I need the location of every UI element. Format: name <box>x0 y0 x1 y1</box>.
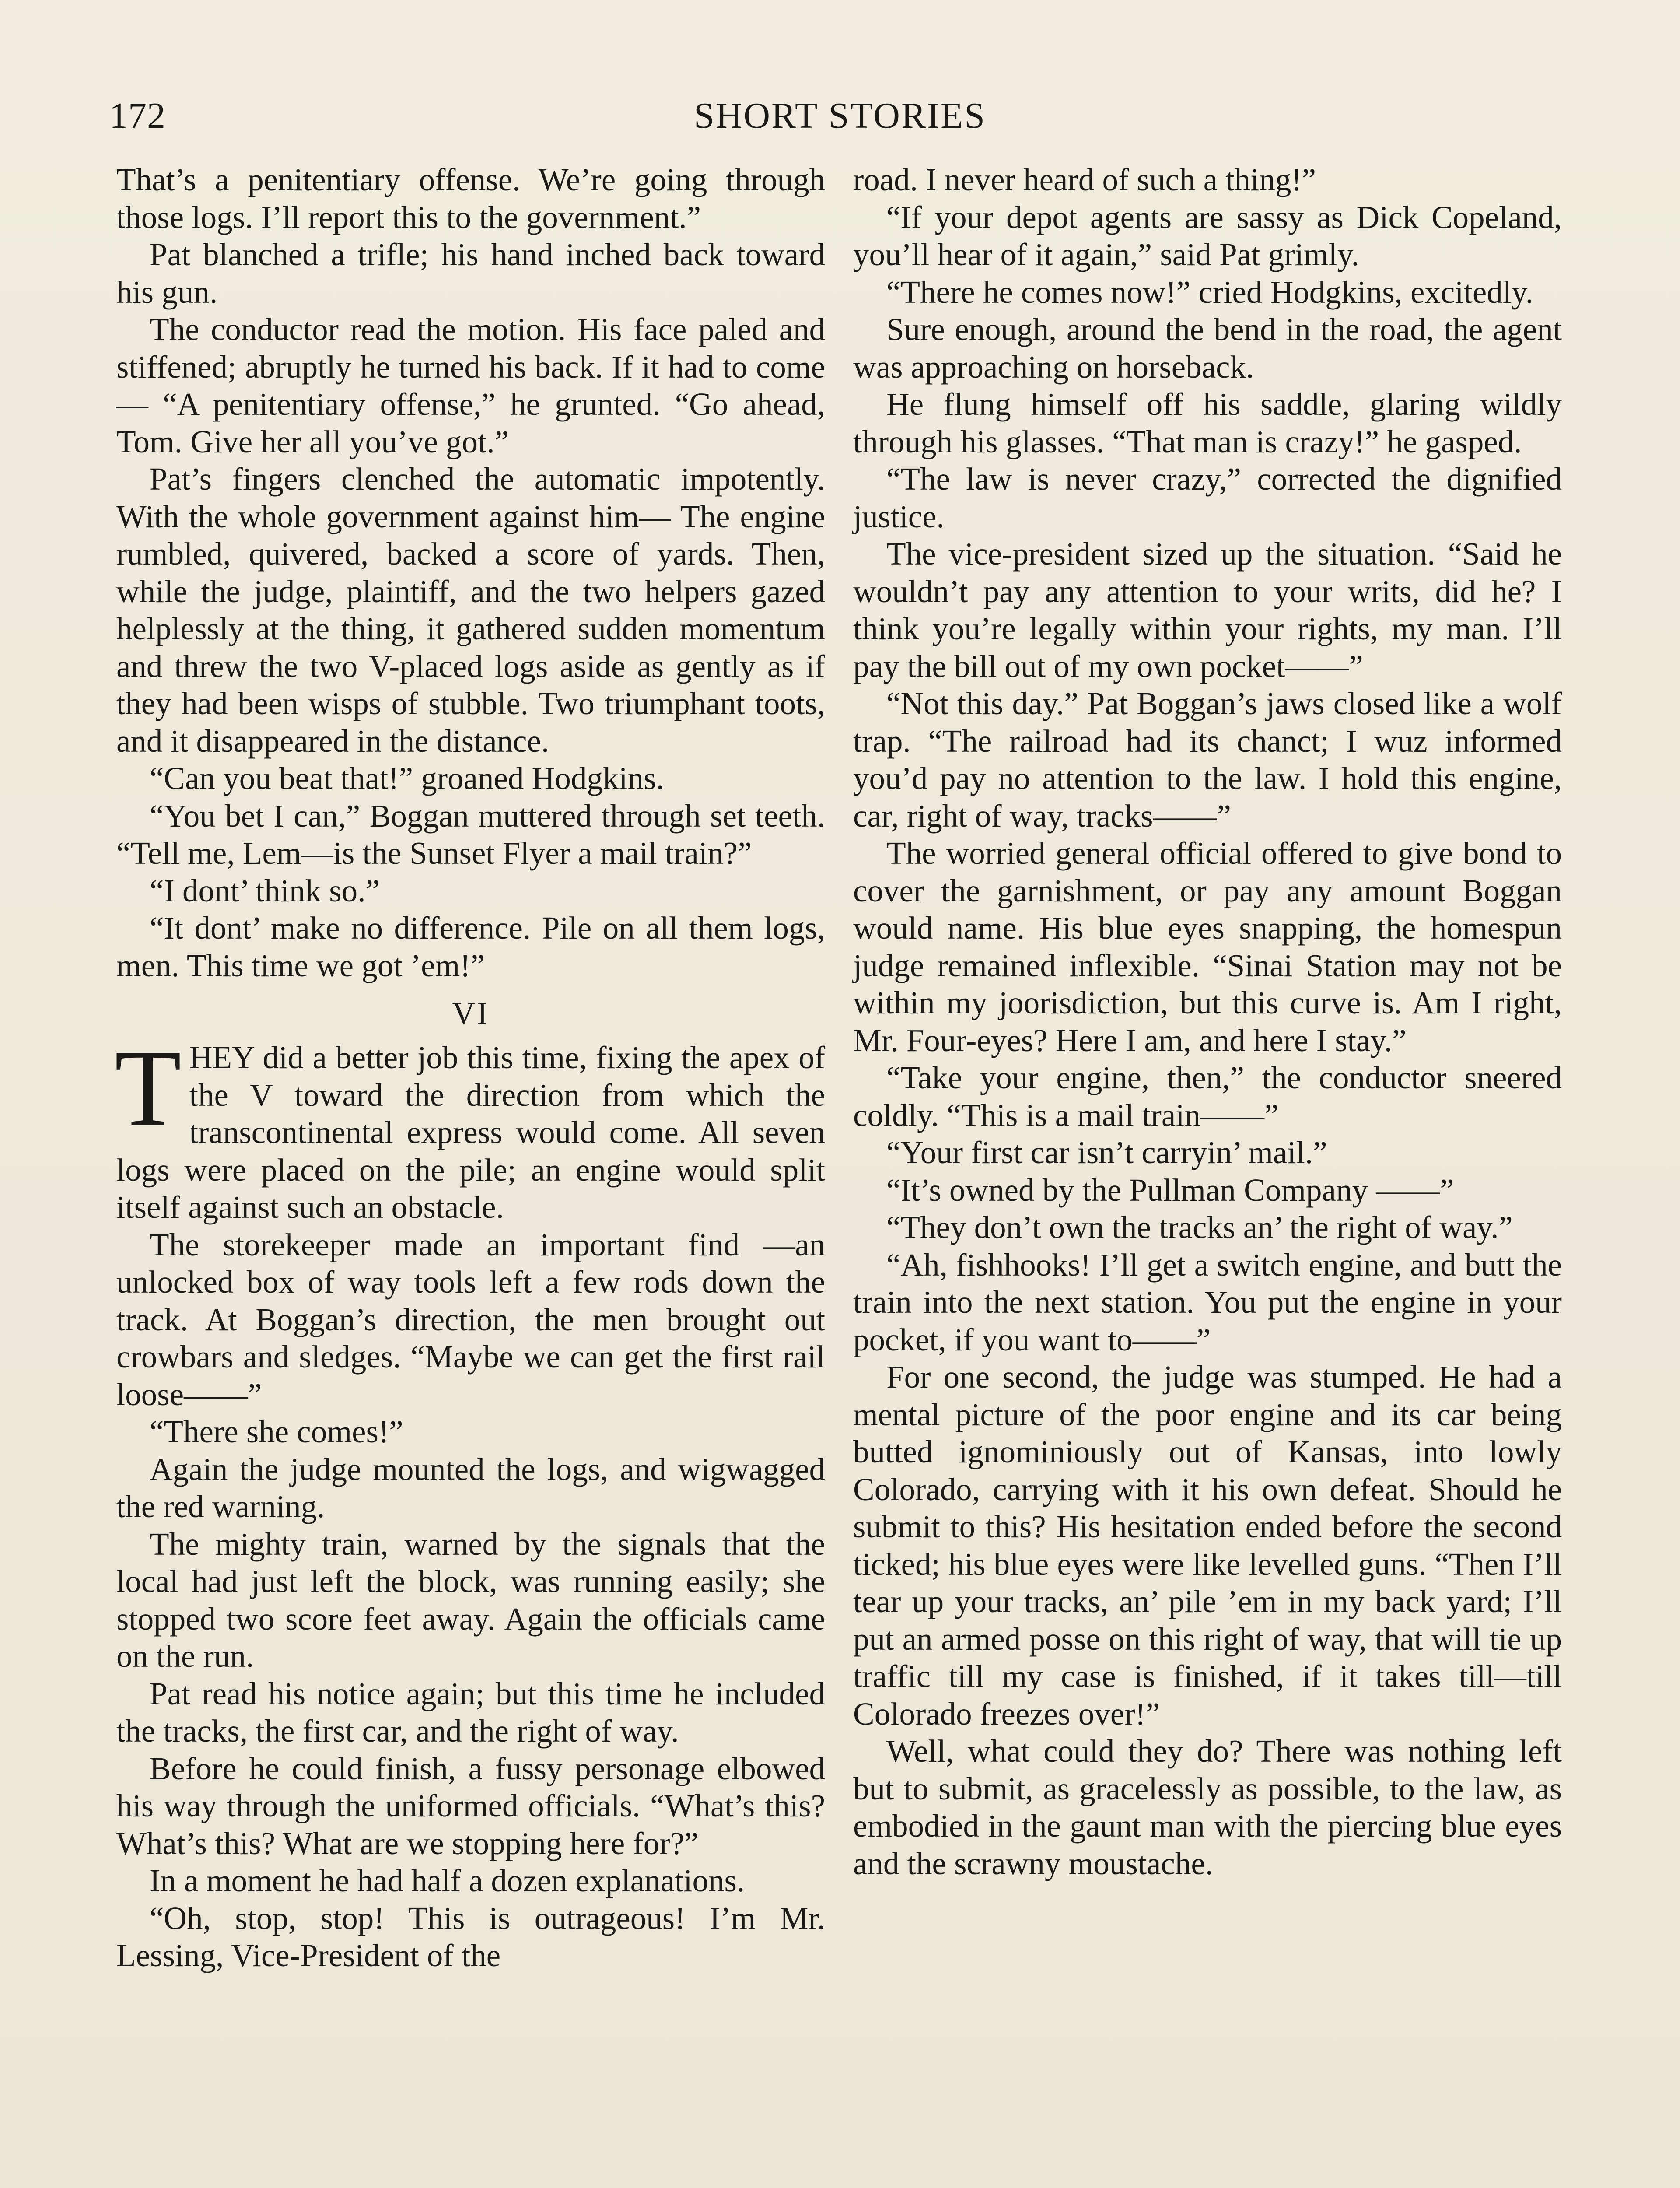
paragraph: “You bet I can,” Boggan muttered through set teeth. “Tell me, Lem—is the Sunset Flyer a mail train?” <box>116 798 825 871</box>
page-header <box>109 90 1571 142</box>
left-column <box>116 161 825 1974</box>
paragraph: “Your first car isn’t carryin’ mail.” <box>886 1135 1327 1170</box>
paragraph: Pat blanched a trifle; his hand inched back toward his gun. <box>116 237 825 310</box>
drop-cap: T <box>115 1027 182 1149</box>
paragraph: The conductor read the motion. His face paled and stiffened; abruptly he turned his back. If it had to come— “A penitentiary offense,” he grunted. “Go ahead, Tom. Give her all you’ve got.” <box>116 312 825 459</box>
opening-paragraph <box>115 1027 825 1226</box>
paragraph: “It dont’ make no difference. Pile on all them logs, men. This time we got ’em!” <box>116 910 825 983</box>
paragraph: “Oh, stop, stop! This is outrageous! I’m Mr. Lessing, Vice-President of the <box>116 1900 825 1973</box>
paragraph: “Can you beat that!” groaned Hodgkins. <box>150 761 664 796</box>
paragraph: “I dont’ think so.” <box>150 873 380 908</box>
paragraph: “There she comes!” <box>150 1414 403 1449</box>
running-title: SHORT STORIES <box>693 95 986 136</box>
paragraph: “The law is never crazy,” corrected the dignified justice. <box>853 461 1562 534</box>
paragraph: “They don’t own the tracks an’ the right of way.” <box>886 1210 1513 1245</box>
paragraph: “There he comes now!” cried Hodgkins, excitedly. <box>886 274 1534 310</box>
paragraph-text: HEY did a better job this time, fixing the apex of the V toward the direction from which the transcontinental express would come. All seven logs were placed on the pile; an engine would split itself against such an obstacle. <box>116 1040 825 1225</box>
section-heading: VI <box>452 996 490 1031</box>
paragraph: Well, what could they do? There was nothing left but to submit, as gracelessly as possible, to the law, as embodied in the gaunt man with the piercing blue eyes and the scrawny moustache. <box>853 1733 1562 1881</box>
paragraph: The mighty train, warned by the signals that the local had just left the block, was running easily; she stopped two score feet away. Again the officials came on the run. <box>116 1526 825 1674</box>
paragraph: The vice-president sized up the situation. “Said he wouldn’t pay any attention to your writs, did he? I think you’re legally within your rights, my man. I’ll pay the bill out of my own pocket——” <box>853 536 1562 684</box>
paragraph: The worried general official offered to give bond to cover the garnishment, or pay any amount Boggan would name. His blue eyes snapping, the homespun judge remained inflexible. “Sinai Station may not be within my joorisdiction, but this curve is. Am I right, Mr. Four-eyes? Here I am, and here I stay.” <box>853 835 1562 1058</box>
paragraph: Before he could finish, a fussy personage elbowed his way through the uniformed officials. “What’s this? What’s this? What are we stopping here for?” <box>116 1750 825 1861</box>
right-column <box>853 161 1562 1882</box>
paragraph: “Take your engine, then,” the conductor sneered coldly. “This is a mail train——” <box>853 1060 1562 1133</box>
paragraph: Pat read his notice again; but this time he included the tracks, the first car, and the right of way. <box>116 1676 825 1749</box>
paragraph: He flung himself off his saddle, glaring wildly through his glasses. “That man is crazy!” he gasped. <box>853 386 1562 459</box>
paragraph: Pat’s fingers clenched the automatic impotently. With the whole government against him— The engine rumbled, quivered, backed a score of yards. Then, while the judge, plaintiff, and the two helpers gazed helplessly at the thing, it gathered sudden momentum and threw the two V-placed logs aside as gently as if they had been wisps of stubble. Two triumphant toots, and it disappeared in the distance. <box>116 461 825 759</box>
paragraph: For one second, the judge was stumped. He had a mental picture of the poor engine and its car being butted ignominiously out of Kansas, into lowly Colorado, carrying with it his own defeat. Should he submit to this? His hesitation ended before the second ticked; his blue eyes were like levelled guns. “Then I’ll tear up your tracks, an’ pile ’em in my back yard; I’ll put an armed posse on this right of way, that will tie up traffic till my case is finished, if it takes till—till Colorado freezes over!” <box>853 1359 1562 1732</box>
paragraph: Again the judge mounted the logs, and wigwagged the red warning. <box>116 1451 825 1524</box>
paragraph: road. I never heard of such a thing!” <box>853 162 1316 197</box>
page-number: 172 <box>109 95 166 136</box>
paragraph: That’s a penitentiary offense. We’re going through those logs. I’ll report this to the government.” <box>116 162 825 235</box>
paragraph: Sure enough, around the bend in the road, the agent was approaching on horseback. <box>853 312 1562 385</box>
paragraph: “Ah, fishhooks! I’ll get a switch engine, and butt the train into the next station. You put the engine in your pocket, if you want to——” <box>853 1247 1562 1357</box>
paragraph: In a moment he had half a dozen explanations. <box>150 1863 745 1898</box>
paragraph: “Not this day.” Pat Boggan’s jaws closed like a wolf trap. “The railroad had its chanct; I wuz informed you’d pay no attention to the law. I hold this engine, car, right of way, tracks——” <box>853 686 1562 834</box>
paragraph: “If your depot agents are sassy as Dick Copeland, you’ll hear of it again,” said Pat grimly. <box>853 199 1562 272</box>
paragraph: The storekeeper made an important find —an unlocked box of way tools left a few rods down the track. At Boggan’s direction, the men brought out crowbars and sledges. “Maybe we can get the first rail loose——” <box>116 1227 825 1412</box>
paragraph: “It’s owned by the Pullman Company ——” <box>886 1172 1454 1208</box>
